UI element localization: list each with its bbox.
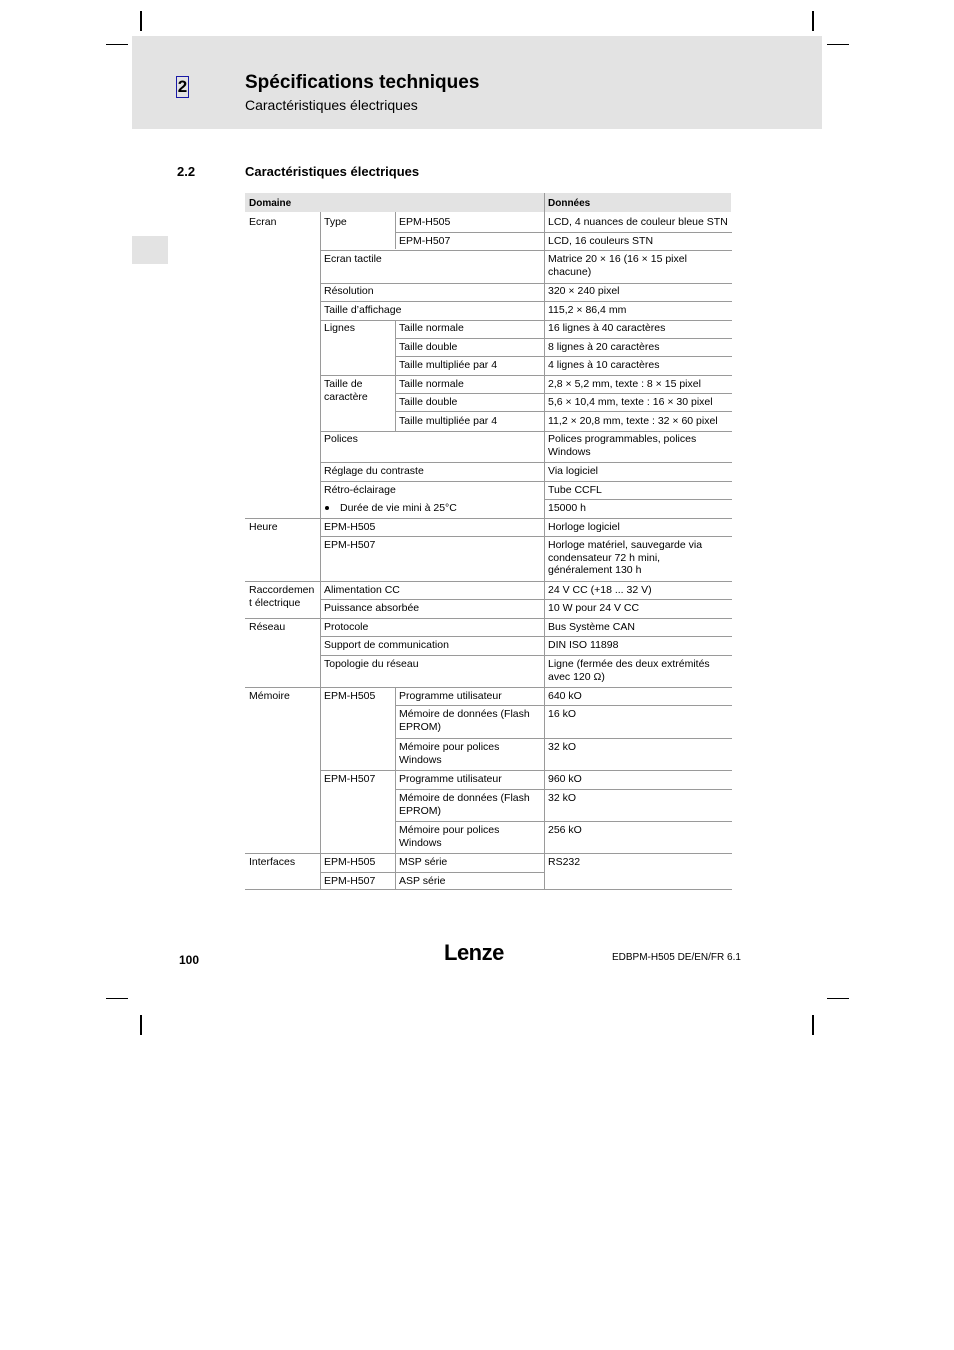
data-cell: 5,6 × 10,4 mm, texte : 16 × 30 pixel — [548, 396, 713, 408]
table-rule — [320, 636, 732, 637]
data-cell: Polices programmables, polices Windows — [548, 433, 697, 458]
data-cell: RS232 — [548, 856, 581, 868]
table-rule — [320, 431, 732, 432]
table-header — [245, 193, 731, 212]
data-cell: 10 W pour 24 V CC — [548, 602, 640, 614]
table-rule — [395, 320, 396, 432]
table-cell: EPM-H507 — [399, 235, 451, 247]
data-cell: Horloge matériel, sauvegarde via condensateur 72 h mini, généralement 130 h — [548, 539, 703, 576]
data-cell: 16 lignes à 40 caractères — [548, 322, 666, 334]
table-rule — [320, 462, 732, 463]
table-cell: Résolution — [324, 285, 374, 297]
data-cell: Bus Système CAN — [548, 621, 635, 633]
data-cell: 8 lignes à 20 caractères — [548, 341, 660, 353]
column-header-data: Données — [548, 198, 591, 209]
table-rule — [544, 499, 732, 500]
section-title: Caractéristiques électriques — [245, 164, 420, 179]
table-rule — [245, 687, 732, 688]
table-rule — [320, 688, 321, 890]
table-rule — [320, 212, 321, 518]
table-rule — [395, 789, 732, 790]
table-cell: Taille normale — [399, 378, 464, 390]
crop-mark — [812, 1015, 814, 1035]
data-cell: 24 V CC (+18 ... 32 V) — [548, 584, 652, 596]
table-cell: Réglage du contraste — [324, 465, 424, 477]
table-cell: Programme utilisateur — [399, 773, 502, 785]
data-cell: Tube CCFL — [548, 484, 602, 496]
table-cell: Taille double — [399, 396, 458, 408]
table-rule — [395, 393, 732, 394]
data-cell: 16 kO — [548, 708, 577, 720]
table-cell: Taille multipliée par 4 — [399, 359, 498, 371]
column-header-domain: Domaine — [249, 198, 292, 209]
data-cell: 11,2 × 20,8 mm, texte : 32 × 60 pixel — [548, 415, 718, 427]
crop-mark — [812, 11, 814, 31]
table-cell: Lignes — [324, 322, 355, 334]
table-cell: Rétro-éclairage — [324, 484, 396, 496]
data-cell: 4 lignes à 10 caractères — [548, 359, 660, 371]
data-cell: 960 kO — [548, 773, 582, 785]
data-cell: DIN ISO 11898 — [548, 639, 619, 651]
table-rule — [395, 232, 732, 233]
table-rule — [245, 853, 732, 854]
lenze-logo: Lenze — [444, 940, 504, 965]
table-rule — [395, 338, 732, 339]
table-cell: Mémoire pour polices Windows — [399, 824, 500, 849]
table-rule — [320, 375, 732, 376]
table-cell: Mémoire de données (Flash EPROM) — [399, 708, 530, 733]
table-cell: Protocole — [324, 621, 369, 633]
table-rule — [395, 411, 732, 412]
table-cell: EPM-H505 — [324, 690, 376, 702]
page-subtitle: Caractéristiques électriques — [245, 97, 418, 113]
table-cell: EPM-H505 — [399, 216, 451, 228]
table-rule — [320, 872, 544, 873]
table-cell: Taille double — [399, 341, 458, 353]
table-rule — [245, 581, 732, 582]
data-cell: Matrice 20 × 16 (16 × 15 pixel chacune) — [548, 253, 687, 278]
table-cell: Mémoire pour polices Windows — [399, 741, 500, 766]
crop-mark — [140, 11, 142, 31]
crop-mark — [106, 44, 128, 45]
table-rule — [320, 519, 321, 687]
table-rule — [320, 301, 732, 302]
table-cell: EPM-H507 — [324, 539, 376, 551]
data-cell: 32 kO — [548, 792, 577, 804]
data-cell: 320 × 240 pixel — [548, 285, 620, 297]
data-cell: LCD, 16 couleurs STN — [548, 235, 654, 247]
document-reference: EDBPM-H505 DE/EN/FR 6.1 — [612, 952, 741, 963]
domain-cell: Raccordement électrique — [249, 584, 315, 609]
data-cell: Horloge logiciel — [548, 521, 620, 533]
domain-cell: Réseau — [249, 621, 286, 633]
table-cell: EPM-H507 — [324, 875, 376, 887]
crop-mark — [827, 44, 849, 45]
table-cell: Durée de vie mini à 25°C — [340, 502, 457, 514]
table-cell: MSP série — [399, 856, 448, 868]
data-cell: 15000 h — [548, 502, 586, 514]
domain-cell: Mémoire — [249, 690, 290, 702]
table-cell: Taille multipliée par 4 — [399, 415, 498, 427]
table-rule — [320, 320, 732, 321]
data-cell: 256 kO — [548, 824, 582, 836]
table-cell: ASP série — [399, 875, 446, 887]
data-cell: 640 kO — [548, 690, 582, 702]
table-rule — [320, 536, 732, 537]
table-cell: Support de communication — [324, 639, 449, 651]
section-number: 2.2 — [177, 164, 196, 179]
data-cell: Via logiciel — [548, 465, 599, 477]
table-rule — [395, 738, 732, 739]
data-cell: 115,2 × 86,4 mm — [548, 304, 627, 316]
domain-cell: Ecran — [249, 216, 277, 228]
domain-cell: Interfaces — [249, 856, 296, 868]
data-cell: 32 kO — [548, 741, 577, 753]
crop-mark — [140, 1015, 142, 1035]
page-title: Spécifications techniques — [245, 72, 480, 93]
page-number: 100 — [179, 953, 200, 967]
table-rule — [395, 705, 732, 706]
side-tab — [132, 236, 168, 264]
table-cell: EPM-H507 — [324, 773, 376, 785]
table-rule — [320, 770, 732, 771]
table-rule — [320, 250, 732, 251]
table-cell: Ecran tactile — [324, 253, 382, 265]
table-cell: Taille d’affichage — [324, 304, 402, 316]
table-cell: EPM-H505 — [324, 856, 376, 868]
table-cell: Type — [324, 216, 347, 228]
table-rule — [245, 518, 732, 519]
table-rule — [395, 821, 732, 822]
table-rule — [245, 889, 732, 890]
data-cell: 2,8 × 5,2 mm, texte : 8 × 15 pixel — [548, 378, 701, 390]
table-cell: Topologie du réseau — [324, 658, 419, 670]
table-rule — [245, 618, 732, 619]
table-cell: Alimentation CC — [324, 584, 400, 596]
table-rule — [395, 212, 396, 249]
data-cell: LCD, 4 nuances de couleur bleue STN — [548, 216, 728, 228]
table-cell: Polices — [324, 433, 358, 445]
table-rule — [320, 481, 732, 482]
table-rule — [320, 283, 732, 284]
table-rule — [320, 599, 732, 600]
crop-mark — [827, 998, 849, 999]
crop-mark — [106, 998, 128, 999]
data-cell: Ligne (fermée des deux extrémités avec 120 Ω) — [548, 658, 710, 683]
bullet-icon — [325, 506, 329, 510]
table-cell: Puissance absorbée — [324, 602, 420, 614]
table-cell: Taille de caractère — [324, 378, 368, 403]
table-cell: Mémoire de données (Flash EPROM) — [399, 792, 530, 817]
table-cell: Taille normale — [399, 322, 464, 334]
table-cell: EPM-H505 — [324, 521, 376, 533]
table-rule — [320, 655, 732, 656]
table-rule — [395, 356, 732, 357]
table-rule — [544, 193, 545, 890]
table-cell: Programme utilisateur — [399, 690, 502, 702]
chapter-number: 2 — [177, 77, 188, 96]
domain-cell: Heure — [249, 521, 278, 533]
